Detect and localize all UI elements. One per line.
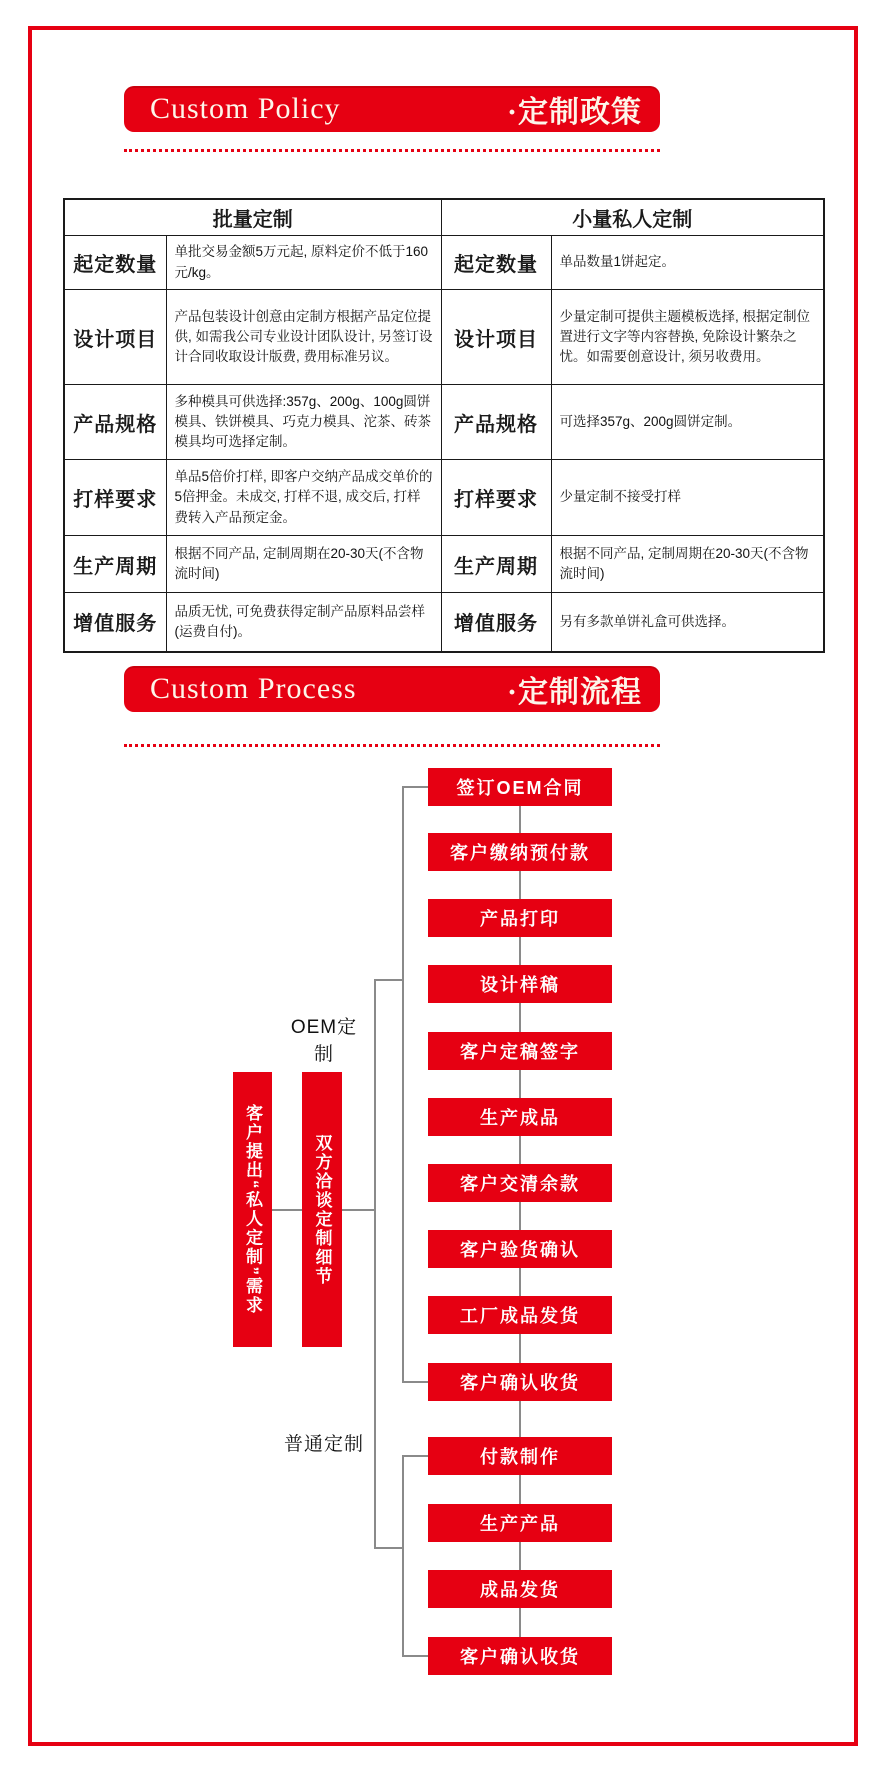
row-label: 生产周期: [64, 536, 166, 593]
table-row: [64, 385, 824, 460]
process-section-banner: [124, 666, 660, 712]
row-value: 单品数量1饼起定。: [551, 236, 824, 290]
column-header-private: 小量私人定制: [441, 199, 824, 236]
branch-label-normal: 普通定制: [283, 1434, 364, 1455]
row-label: 产品规格: [64, 385, 166, 460]
row-label: 增值服务: [441, 593, 551, 652]
row-label: 打样要求: [64, 460, 166, 536]
table-row: [64, 536, 824, 593]
normal-bracket-stub-bottom: [402, 1655, 429, 1657]
trunk-line: [374, 979, 376, 1549]
row-value: 少量定制可提供主题模板选择, 根据定制位置进行文字等内容替换, 免除设计繁杂之忧。如需要创意设计, 须另收费用。: [551, 290, 824, 385]
row-label: 生产周期: [441, 536, 551, 593]
flow-step-box: 付款制作: [428, 1437, 612, 1475]
column-header-batch: 批量定制: [64, 199, 441, 236]
normal-bracket-line: [402, 1455, 404, 1657]
flow-step-box: 客户定稿签字: [428, 1032, 612, 1070]
table-header-row: [64, 199, 824, 236]
row-value: 少量定制不接受打样: [551, 460, 824, 536]
row-value: 品质无忧, 可免费获得定制产品原料品尝样(运费自付)。: [166, 593, 441, 652]
policy-section-banner: [124, 86, 660, 132]
policy-title-en: Custom Policy: [150, 92, 341, 125]
row-value: 根据不同产品, 定制周期在20-30天(不含物流时间): [551, 536, 824, 593]
flow-step-box: 设计样稿: [428, 965, 612, 1003]
trunk-to-normal-line: [374, 1547, 404, 1549]
normal-bracket-stub-top: [402, 1455, 429, 1457]
row-value: 多种模具可供选择:357g、200g、100g圆饼模具、铁饼模具、巧克力模具、沱茶、砖茶模具均可选择定制。: [166, 385, 441, 460]
row-value: 根据不同产品, 定制周期在20-30天(不含物流时间): [166, 536, 441, 593]
row-label: 设计项目: [441, 290, 551, 385]
row-label: 增值服务: [64, 593, 166, 652]
process-title-en: Custom Process: [150, 672, 357, 705]
trunk-to-oem-line: [374, 979, 404, 981]
row-label: 起定数量: [441, 236, 551, 290]
origin-bar-negotiate-details: 双方洽谈定制细节: [302, 1072, 342, 1347]
policy-dotted-divider: [124, 149, 660, 152]
row-value: 单批交易金额5万元起, 原料定价不低于160元/kg。: [166, 236, 441, 290]
oem-bracket-stub-bottom: [402, 1381, 429, 1383]
policy-comparison-table: [63, 198, 825, 653]
flow-step-box: 签订OEM合同: [428, 768, 612, 806]
table-row: [64, 236, 824, 290]
row-label: 打样要求: [441, 460, 551, 536]
table-row: [64, 593, 824, 652]
oem-bracket-stub-top: [402, 786, 429, 788]
policy-title-zh: ·定制政策: [506, 96, 642, 129]
table-row: [64, 460, 824, 536]
row-value: 可选择357g、200g圆饼定制。: [551, 385, 824, 460]
flow-step-box: 工厂成品发货: [428, 1296, 612, 1334]
origin-bar-customer-request: 客户提出“私人定制”需求: [233, 1072, 272, 1347]
row-value: 另有多款单饼礼盒可供选择。: [551, 593, 824, 652]
flow-step-box: 客户缴纳预付款: [428, 833, 612, 871]
row-value: 产品包装设计创意由定制方根据产品定位提供, 如需我公司专业设计团队设计, 另签订设计合同收取设计版费, 费用标准另议。: [166, 290, 441, 385]
row-label: 设计项目: [64, 290, 166, 385]
process-title-zh: ·定制流程: [506, 676, 642, 709]
flow-step-box: 生产产品: [428, 1504, 612, 1542]
row-label: 产品规格: [441, 385, 551, 460]
flow-step-box: 生产成品: [428, 1098, 612, 1136]
oem-bracket-line: [402, 786, 404, 1383]
flow-step-box: 产品打印: [428, 899, 612, 937]
table-row: [64, 290, 824, 385]
process-dotted-divider: [124, 744, 660, 747]
flow-step-box: 客户确认收货: [428, 1637, 612, 1675]
flow-step-box: 成品发货: [428, 1570, 612, 1608]
flow-step-box: 客户确认收货: [428, 1363, 612, 1401]
flow-step-box: 客户验货确认: [428, 1230, 612, 1268]
row-value: 单品5倍价打样, 即客户交纳产品成交单价的5倍押金。未成交, 打样不退, 成交后, 打样费转入产品预定金。: [166, 460, 441, 536]
row-label: 起定数量: [64, 236, 166, 290]
flow-step-box: 客户交清余款: [428, 1164, 612, 1202]
branch-label-oem: OEM定制: [290, 1017, 358, 1065]
